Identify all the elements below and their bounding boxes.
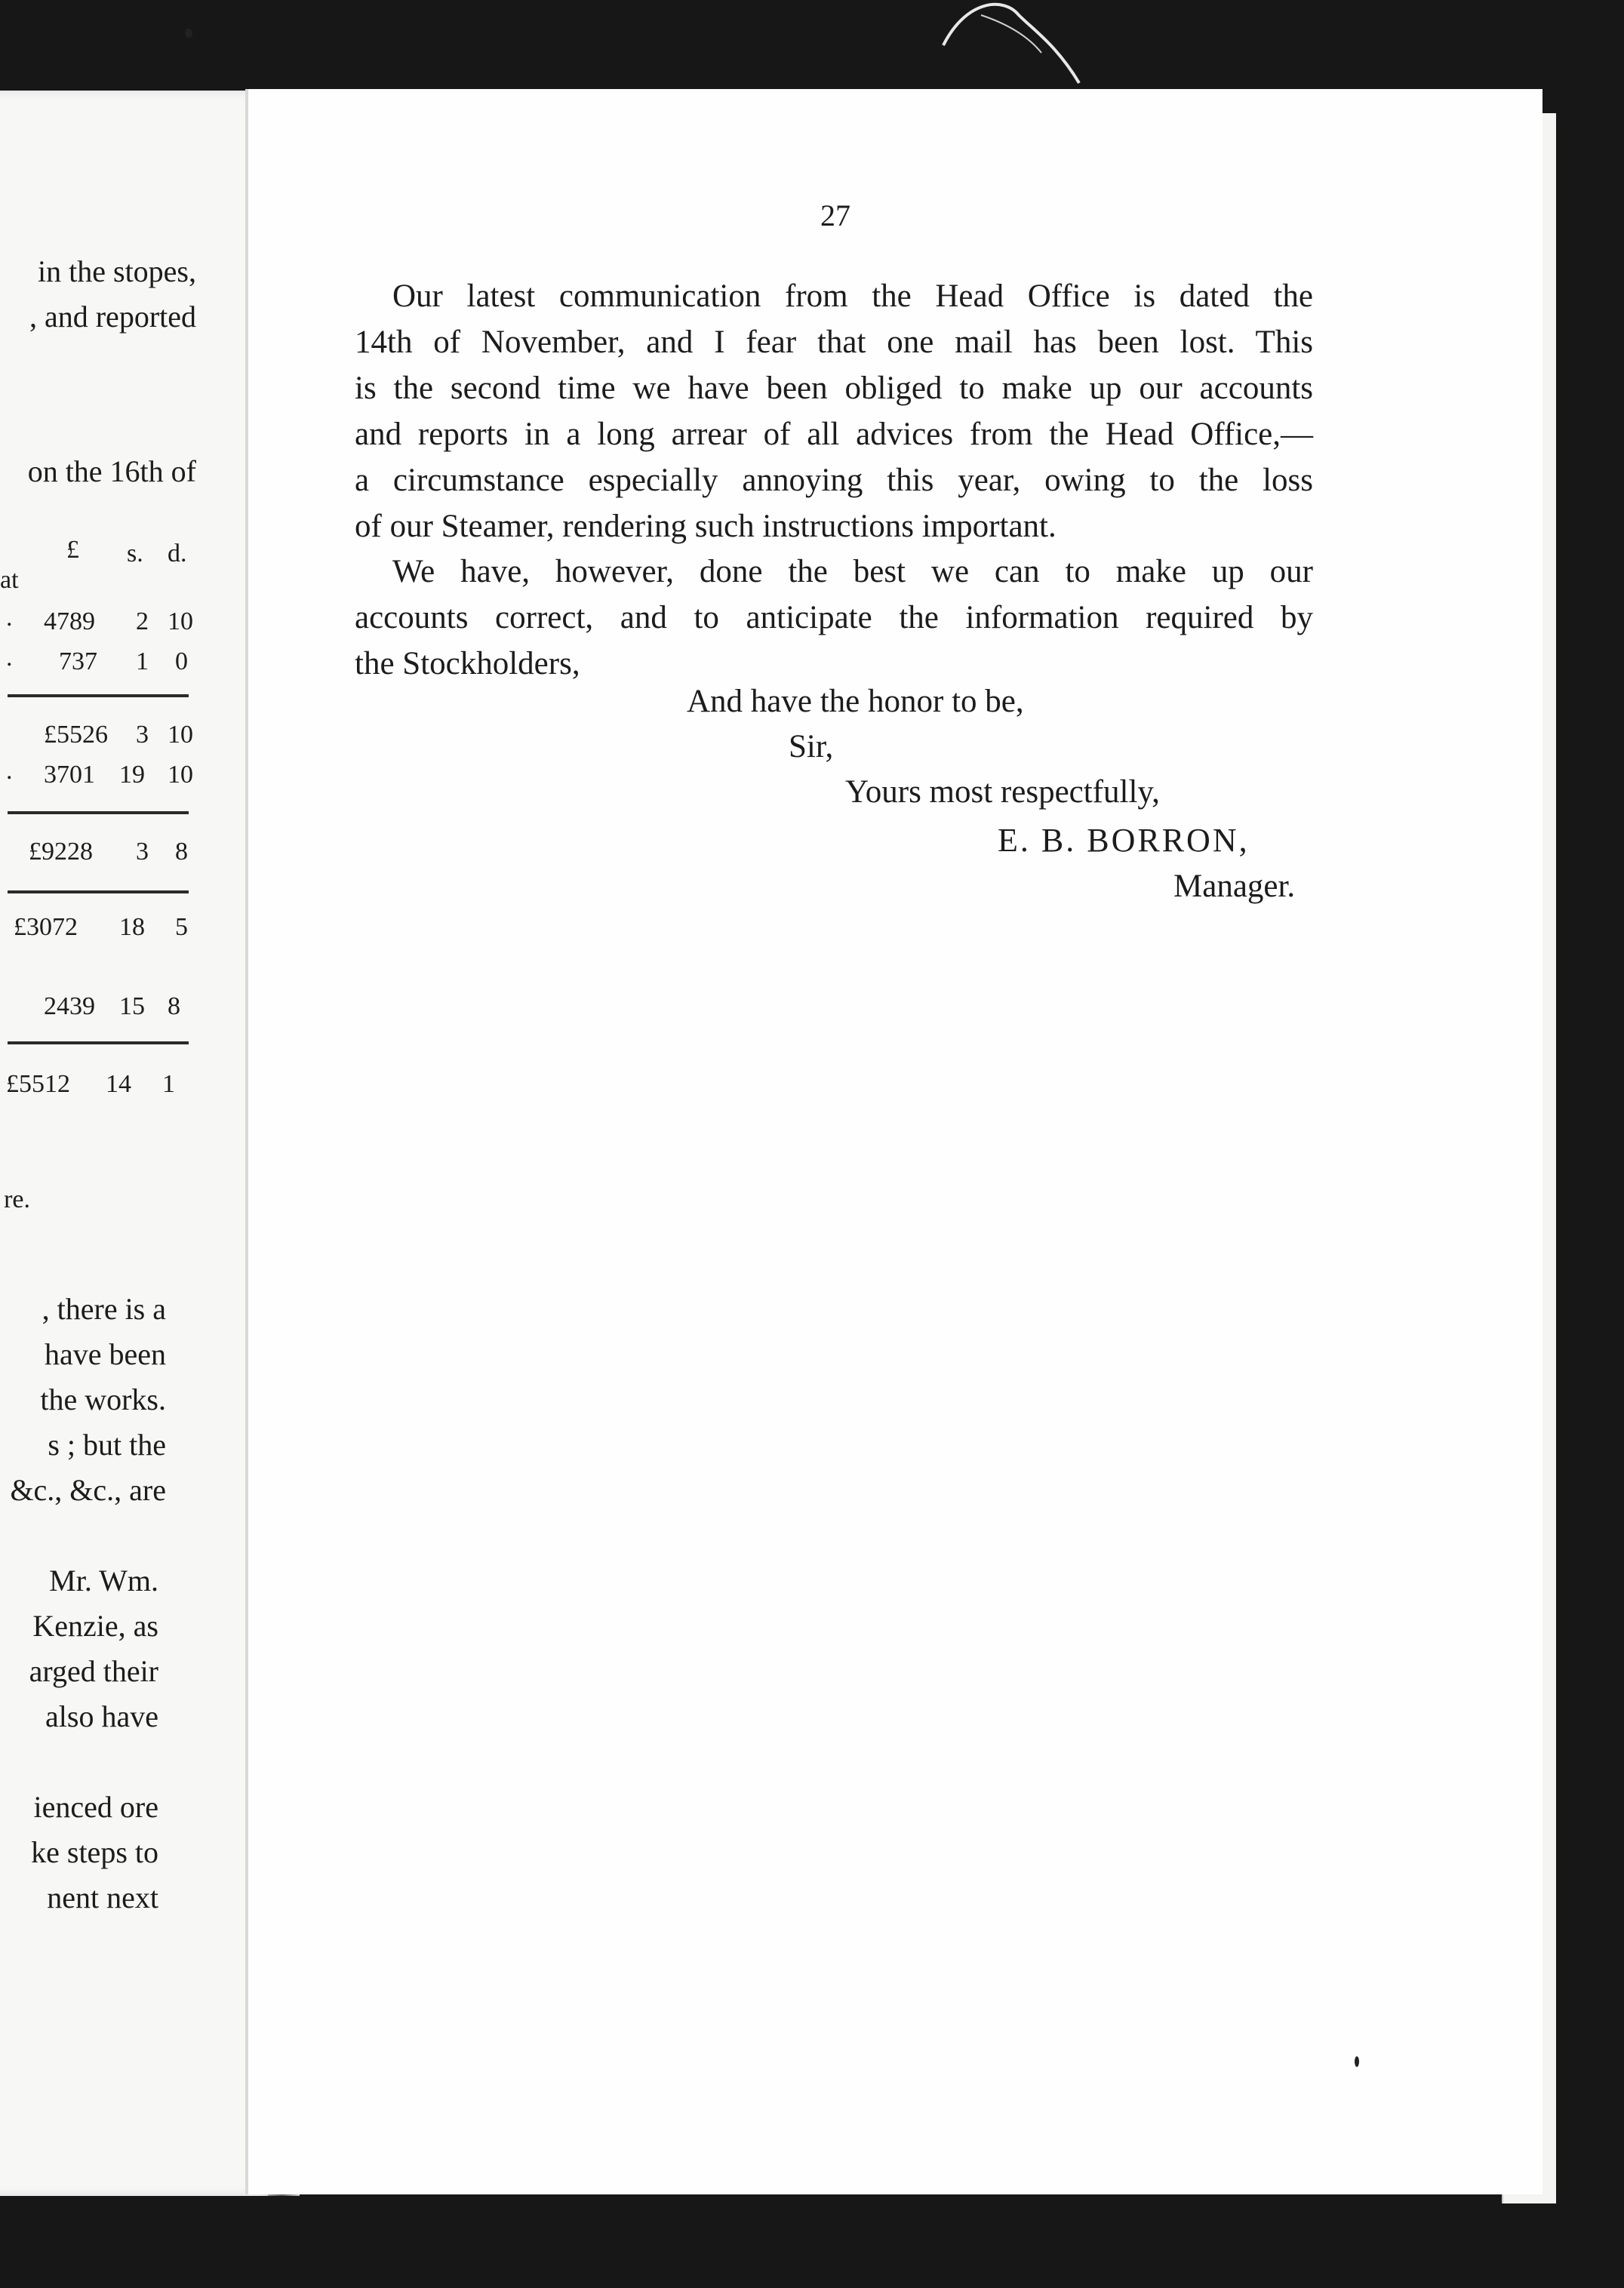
paragraph-head-office xyxy=(355,273,1313,549)
ledger-cell: 737 xyxy=(59,647,97,675)
left-text-line: arged their xyxy=(29,1654,158,1688)
left-text-line: , there is a xyxy=(42,1292,166,1326)
ledger-cell: £5512 xyxy=(6,1070,70,1098)
ledger-cell: 5 xyxy=(175,913,188,941)
signature-title: Manager. xyxy=(1173,869,1296,904)
ledger-cell: 2439 xyxy=(44,992,95,1020)
ledger-cell: £3072 xyxy=(14,913,78,941)
left-text-line: , and reported xyxy=(29,300,196,334)
left-text-line: in the stopes, xyxy=(38,254,196,288)
ledger-header-shillings: s. xyxy=(127,540,143,567)
ledger-rule xyxy=(8,890,189,893)
ledger-cell: 10 xyxy=(168,761,193,789)
ledger-rule xyxy=(8,811,189,814)
ledger-cell: 1 xyxy=(136,647,149,675)
ledger-rule xyxy=(8,1041,189,1044)
paragraph-line: is the second time we have been obliged to make up our accounts xyxy=(355,371,1313,406)
closing-honor: And have the honor to be, xyxy=(687,684,1024,719)
ledger-cell: 10 xyxy=(168,721,193,749)
paragraph-line: We have, however, done the best we can to make up our xyxy=(392,554,1313,589)
left-text-line: ke steps to xyxy=(31,1835,158,1869)
left-text-line: also have xyxy=(45,1699,158,1733)
ledger-cell: 3701 xyxy=(44,761,95,789)
left-text-line: Mr. Wm. xyxy=(49,1564,158,1598)
paragraph-line: the Stockholders, xyxy=(355,646,580,681)
page-number: 27 xyxy=(820,198,850,232)
left-text-fragment: re. xyxy=(4,1186,30,1213)
ledger-header-pounds: £ xyxy=(66,536,79,564)
ledger-rule xyxy=(8,694,189,697)
ledger-cell: 8 xyxy=(175,838,188,866)
closing-salutation: Sir, xyxy=(789,729,834,764)
scan-speck xyxy=(185,29,192,38)
ledger-cell: 4789 xyxy=(44,607,95,635)
left-text-line: have been xyxy=(44,1337,166,1371)
scan-speck xyxy=(1355,2056,1359,2067)
ledger-cell: 0 xyxy=(175,647,188,675)
paragraph-line: 14th of November, and I fear that one mail has been lost. This xyxy=(355,324,1313,360)
paragraph-line: of our Steamer, rendering such instructions important. xyxy=(355,509,1057,544)
paragraph-line: and reports in a long arrear of all advices from the Head Office,— xyxy=(355,417,1313,452)
left-text-line: ienced ore xyxy=(33,1790,158,1824)
left-text-line: Kenzie, as xyxy=(32,1609,158,1643)
ledger-cell: 10 xyxy=(168,607,193,635)
ledger-cell: £9228 xyxy=(29,838,93,866)
ledger-cell: 15 xyxy=(119,992,145,1020)
left-text-line: nent next xyxy=(47,1881,158,1914)
paragraph-line: Our latest communication from the Head Office is dated the xyxy=(392,278,1313,314)
left-text-line: on the 16th of xyxy=(27,454,196,488)
paragraph-stockholders xyxy=(355,549,1313,687)
ledger-cell: 3 xyxy=(136,721,149,749)
closing-valediction: Yours most respectfully, xyxy=(845,774,1160,810)
ledger-cell: 1 xyxy=(162,1070,175,1098)
ledger-cell: 19 xyxy=(119,761,145,789)
paragraph-line: accounts correct, and to anticipate the information required by xyxy=(355,600,1313,635)
ledger-cell: £5526 xyxy=(44,721,108,749)
left-text-line: s ; but the xyxy=(48,1428,166,1462)
left-text-line: &c., &c., are xyxy=(10,1473,166,1507)
ledger-cell: 8 xyxy=(168,992,180,1020)
ledger-header-pence: d. xyxy=(168,540,187,567)
ledger-cell: 14 xyxy=(106,1070,131,1098)
ledger-cell: 3 xyxy=(136,838,149,866)
left-facing-page: in the stopes, , and reported on the 16th of £ s. d. at . 4789 2 10 . 737 1 0 £5526 3 10 . 3701 19 10 £9228 3 8 £3072 18 5 2439 15 8 £5512 14 1 re. , there is a have been the works. s ; but the &c., &c., are Mr. Wm. Kenzie, as arged their also have ienced ore ke steps to nent next xyxy=(0,91,279,2196)
ledger-cell: 18 xyxy=(119,913,145,941)
ledger-fragment: at xyxy=(0,566,19,594)
left-text-line: the works. xyxy=(40,1382,166,1416)
paragraph-line: a circumstance especially annoying this year, owing to the loss xyxy=(355,463,1313,498)
signature-name: E. B. BORRON, xyxy=(998,822,1250,859)
ledger-cell: 2 xyxy=(136,607,149,635)
